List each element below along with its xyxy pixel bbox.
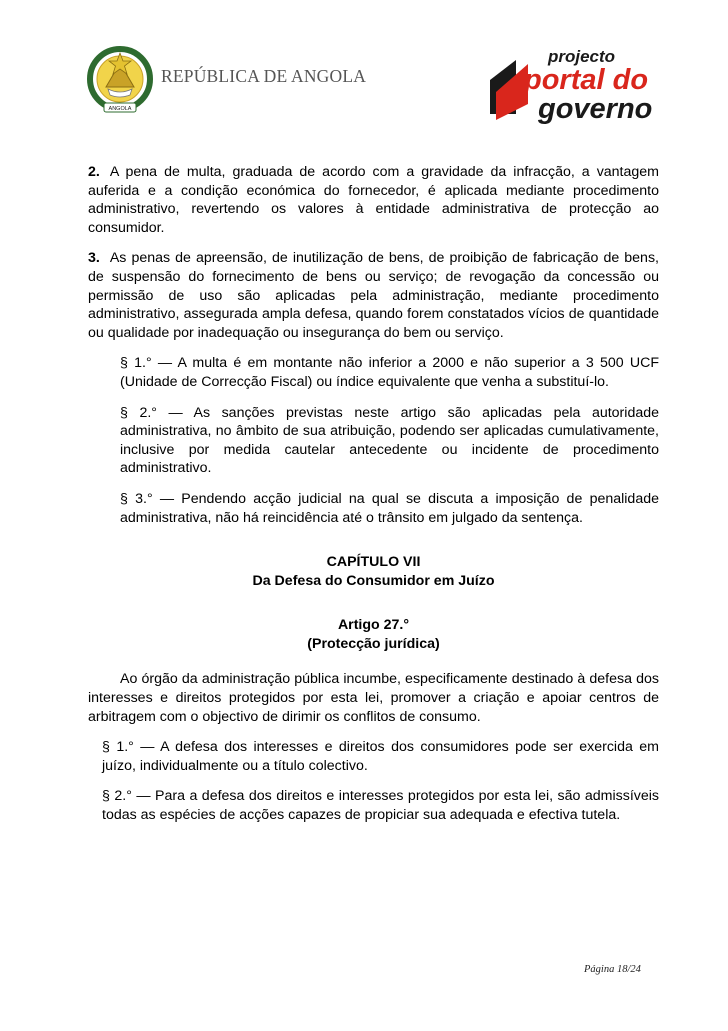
section-2: § 2.° — As sanções previstas neste artigo são aplicadas pela autoridade administrativa, no âmbito de sua atribuição, podendo ser aplicadas cumulativamente, inclusive por medida cautelar antecedente ou incidente de procedimento administrativo. [120,404,659,477]
paragraph-number: 2. [88,164,100,180]
article-section-2: § 2.° — Para a defesa dos direitos e interesses protegidos por esta lei, são admissíveis todas as espécies de acções capazes de propiciar sua adequada e efectiva tutela. [102,788,659,824]
section-1: § 1.° — A multa é em montante não inferior a 2000 e não superior a 3 500 UCF (Unidade de Correcção Fiscal) ou índice equivalente que venha a substituí-lo. [120,355,659,390]
emblem-label: ANGOLA [108,106,132,112]
portal-do-governo-logo [488,42,663,124]
page-number: Página 18/24 [584,964,641,975]
paragraph-text: A pena de multa, graduada de acordo com a gravidade da infracção, a vantagem auferida e a condição económica do fornecedor, é aplicada mediante procedimento administrativo, revertendo os valores à entidade administrativa de protecção ao consumidor. [88,164,659,236]
paragraph-3 [88,249,659,342]
article-title: (Protecção jurídica) [307,635,440,652]
angola-emblem-icon [86,43,154,119]
chapter-title: Da Defesa do Consumidor em Juízo [252,572,495,589]
paragraph-text: As penas de apreensão, de inutilização de bens, de proibição de fabricação de bens, de suspensão do fornecimento de bens ou serviço; de revogação da concessão ou permissão de uso são aplicadas pela administração, mediante procedimento administrativo, assegurada ampla defesa, quando forem constatados vícios de quantidade ou qualidade por inadequação ou insegurança do bem ou serviço. [88,250,659,341]
section-3: § 3.° — Pendendo acção judicial na qual se discuta a imposição de penalidade administrativa, não há reincidência até o trânsito em julgado da sentença. [120,490,659,526]
paragraph-number: 3. [88,250,100,267]
chapter-heading: CAPÍTULO VII [326,554,421,571]
article-section-1: § 1.° — A defesa dos interesses e direitos dos consumidores pode ser exercida em juízo, individualmente ou a título colectivo. [102,739,659,774]
article-paragraph: Ao órgão da administração pública incumbe, especificamente destinado à defesa dos interesses e direitos protegidos por esta lei, promover a criação e apoiar centros de arbitragem com o objectivo de dirimir os conflitos de consumo. [88,671,659,725]
republic-title: REPÚBLICA DE ANGOLA [161,66,367,86]
article-heading: Artigo 27.° [337,617,410,634]
document-body [88,163,659,825]
logo-line2: governo [538,93,653,124]
paragraph-2 [88,163,659,237]
logo-small-text: projecto [548,47,616,66]
page-header [0,0,728,135]
logo-line1: portal do [524,64,649,96]
